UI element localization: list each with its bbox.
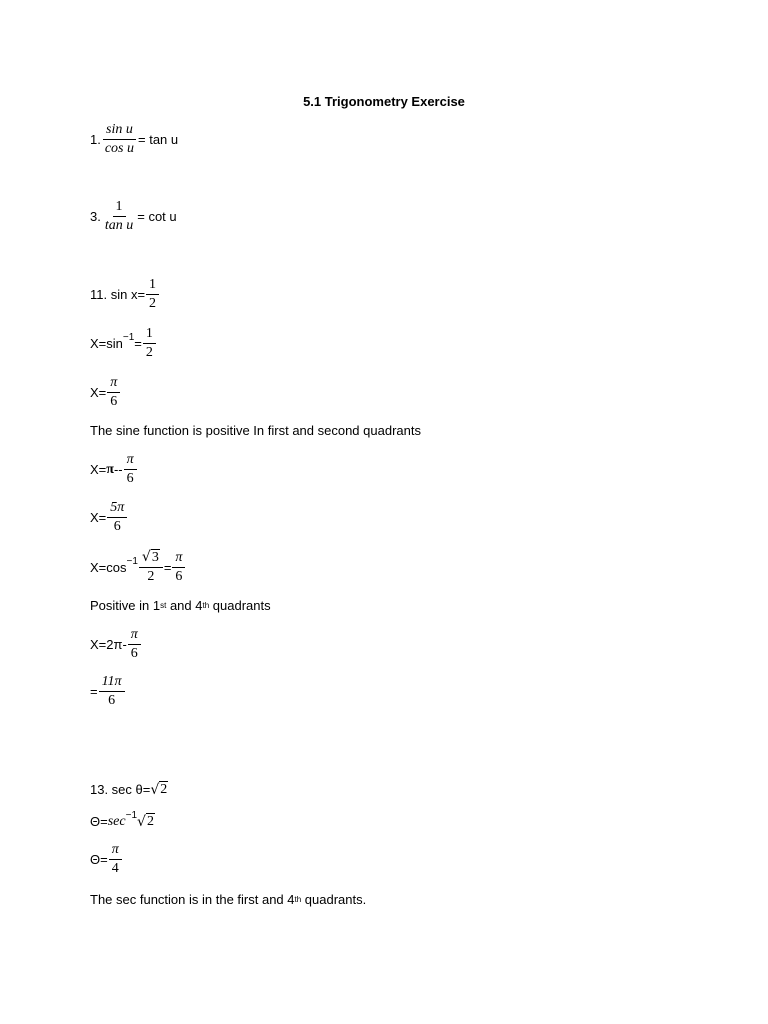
equation-text: X= (90, 510, 107, 525)
problem-11-line-5 (90, 500, 128, 535)
numerator: 11π (99, 674, 125, 692)
problem-11-note-2: Positive in 1 st and 4 th quadrants (90, 598, 271, 613)
problem-13-line-1 (90, 781, 168, 798)
problem-11-line-7 (90, 627, 142, 662)
problem-11-line-6 (90, 549, 186, 585)
sqrt-symbol: √ (150, 781, 160, 798)
problem-13-line-2 (90, 810, 155, 830)
denominator: 6 (113, 519, 121, 534)
problem-11-line-4 (90, 452, 138, 487)
denominator: 6 (175, 568, 183, 584)
denominator: 6 (110, 394, 118, 409)
note-text: Positive in 1 (90, 598, 161, 613)
equation-text: X= (90, 385, 107, 400)
denominator: tan u (104, 218, 134, 233)
problem-13-note: The sec function is in the first and 4 th quadrants. (90, 892, 367, 907)
numerator: π (128, 627, 141, 645)
fraction (172, 550, 185, 585)
note-text: and 4 (166, 598, 203, 613)
fraction (99, 674, 125, 709)
problem-11-line-8 (90, 674, 126, 709)
superscript: −1 (126, 555, 138, 567)
equation-text: = (90, 684, 98, 699)
superscript: −1 (125, 810, 138, 821)
denominator: 6 (108, 693, 116, 708)
sqrt-argument: 2 (160, 782, 168, 797)
denominator: 2 (145, 345, 153, 360)
equals: = (134, 336, 142, 351)
fraction (139, 549, 163, 585)
fraction (102, 122, 137, 157)
problem-11-line-3 (90, 375, 121, 410)
numerator: 1 (113, 199, 126, 217)
equation-text: X=2π- (90, 637, 127, 652)
numerator: 1 (146, 277, 159, 295)
sqrt-argument: 3 (151, 550, 159, 565)
denominator: 6 (130, 646, 138, 661)
sqrt-argument: 2 (146, 814, 154, 829)
equation-text: Θ= (90, 852, 108, 867)
note-text: The sine function is positive In first and second quadrants (90, 423, 421, 438)
denominator: 2 (149, 296, 157, 311)
denominator: cos u (104, 141, 135, 156)
equation-text: 11. sin x= (90, 287, 146, 302)
sqrt-symbol: √ (137, 813, 146, 830)
fraction (146, 277, 159, 312)
fraction (109, 842, 122, 877)
sec-function: sec (107, 813, 126, 829)
denominator: 6 (126, 471, 134, 486)
problem-11-line-1 (90, 277, 160, 312)
numerator: sin u (103, 122, 136, 140)
equation-text: Θ= (90, 814, 108, 829)
problem-11-note-1 (90, 423, 421, 438)
denominator: 4 (111, 861, 119, 876)
problem-3 (90, 199, 177, 234)
numerator: π (109, 842, 122, 860)
fraction (107, 500, 127, 535)
equation-text: X=sin (90, 336, 123, 351)
denominator: 2 (147, 569, 155, 584)
equation-text: X=cos (90, 559, 127, 575)
equation-text: X= (90, 462, 107, 477)
numerator: π (124, 452, 137, 470)
note-text: quadrants. (301, 892, 367, 907)
problem-1 (90, 122, 178, 157)
equation-text: 13. sec θ= (90, 782, 151, 797)
equals: = (163, 559, 172, 575)
problem-number: 3. (90, 209, 101, 224)
rhs: = cot u (137, 209, 177, 224)
note-text: quadrants (209, 598, 271, 613)
numerator: π (107, 375, 120, 393)
operator: -- (113, 462, 123, 477)
superscript: −1 (122, 332, 135, 343)
fraction (143, 326, 156, 361)
problem-13-line-3 (90, 842, 123, 877)
pi-symbol: π (106, 461, 114, 477)
fraction (102, 199, 136, 234)
numerator (139, 549, 163, 568)
rhs: = tan u (138, 132, 179, 147)
problem-number: 1. (90, 132, 101, 147)
fraction (107, 375, 120, 410)
numerator: 1 (143, 326, 156, 344)
problem-11-line-2 (90, 326, 157, 361)
note-text: The sec function is in the first and 4 (90, 892, 295, 907)
fraction (128, 627, 141, 662)
numerator: π (172, 550, 185, 568)
fraction (124, 452, 137, 487)
numerator: 5π (107, 500, 127, 518)
page-title: 5.1 Trigonometry Exercise (303, 94, 465, 109)
sqrt-symbol: √ (141, 549, 151, 565)
